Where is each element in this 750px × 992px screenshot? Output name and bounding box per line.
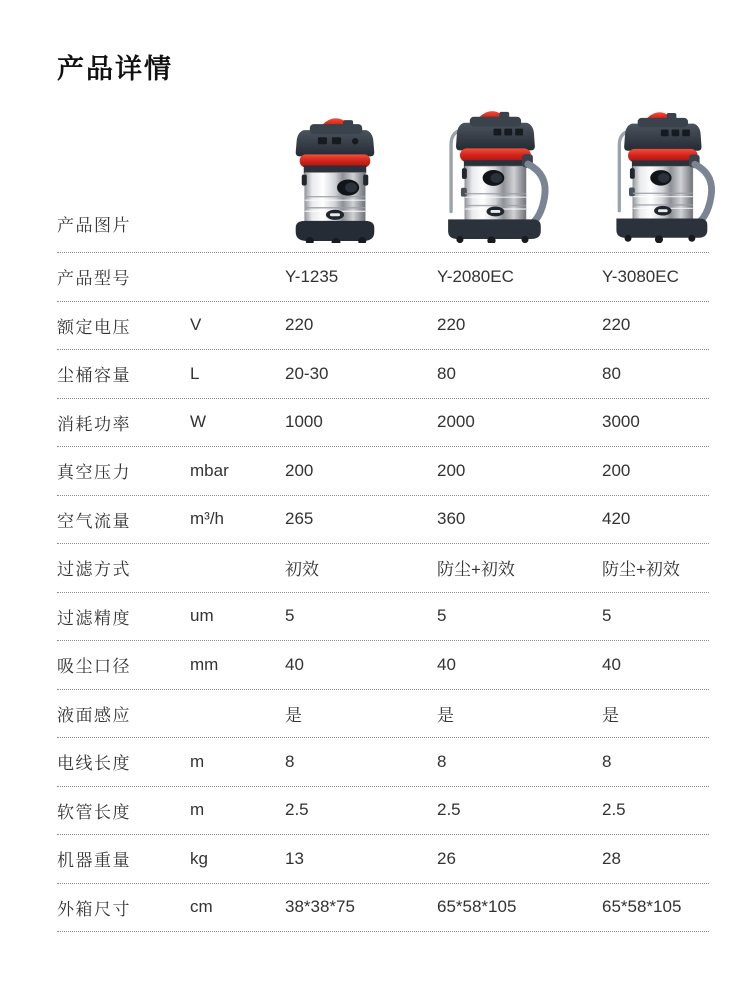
table-row-weight [57, 835, 709, 884]
spec-value: 8 [602, 751, 612, 771]
spec-value: 20-30 [285, 363, 329, 383]
spec-value: 5 [285, 606, 295, 626]
vacuum-y1235-image [279, 110, 391, 243]
spec-unit: kg [190, 848, 208, 868]
spec-label: 过滤方式 [57, 560, 131, 580]
spec-value: 40 [602, 654, 621, 674]
spec-value: 38*38*75 [285, 897, 355, 917]
spec-value: 265 [285, 509, 314, 529]
spec-label: 电线长度 [57, 754, 131, 774]
spec-unit: W [190, 412, 207, 432]
table-row-model [57, 253, 709, 302]
spec-value: Y-1235 [285, 266, 339, 286]
spec-value: 220 [602, 315, 631, 335]
vacuum-y3080ec-image [599, 103, 717, 243]
spec-value: 220 [437, 315, 466, 335]
product-image-cell-3 [602, 103, 717, 252]
table-row-box-size [57, 884, 709, 933]
table-row-hose-length [57, 787, 709, 836]
spec-value: 26 [437, 848, 456, 868]
spec-value: 3000 [602, 412, 640, 432]
spec-value: 200 [285, 460, 314, 480]
table-row-filter-precision [57, 593, 709, 642]
table-row-vacuum-pressure [57, 447, 709, 496]
spec-unit: m [190, 800, 205, 820]
spec-value: 8 [437, 751, 447, 771]
spec-value: 65*58*105 [602, 897, 682, 917]
spec-label: 过滤精度 [57, 608, 131, 628]
spec-value: 2000 [437, 412, 475, 432]
spec-value: 2.5 [437, 800, 461, 820]
spec-value: 200 [437, 460, 466, 480]
spec-label: 吸尘口径 [57, 657, 131, 677]
spec-unit: m [190, 751, 205, 771]
spec-value: 40 [437, 654, 456, 674]
vacuum-y2080ec-image [429, 103, 552, 243]
spec-unit: L [190, 363, 200, 383]
spec-value: 5 [602, 606, 612, 626]
table-row-liquid-sensor [57, 690, 709, 739]
spec-label: 产品图片 [57, 216, 131, 235]
spec-value: 40 [285, 654, 304, 674]
spec-value: 200 [602, 460, 631, 480]
spec-unit: V [190, 315, 202, 335]
spec-value: 防尘+初效 [437, 560, 515, 580]
product-image-cell-1 [285, 110, 437, 252]
table-row-power [57, 399, 709, 448]
spec-value: 2.5 [285, 800, 309, 820]
product-image-cell-2 [437, 103, 602, 252]
spec-label: 液面感应 [57, 705, 131, 725]
spec-value: 2.5 [602, 800, 626, 820]
spec-value: 420 [602, 509, 631, 529]
spec-label: 空气流量 [57, 511, 131, 531]
spec-unit: um [190, 606, 214, 626]
spec-value: 5 [437, 606, 447, 626]
spec-value: 28 [602, 848, 621, 868]
spec-value: 是 [602, 705, 619, 725]
table-row-cable-length [57, 738, 709, 787]
spec-value: 220 [285, 315, 314, 335]
spec-value: 是 [437, 705, 454, 725]
spec-value: 65*58*105 [437, 897, 517, 917]
spec-value: 80 [437, 363, 456, 383]
spec-value: 8 [285, 751, 295, 771]
spec-unit: cm [190, 897, 213, 917]
spec-value: 80 [602, 363, 621, 383]
spec-value: Y-3080EC [602, 266, 679, 286]
spec-value: Y-2080EC [437, 266, 514, 286]
spec-label: 外箱尺寸 [57, 899, 131, 919]
spec-label: 额定电压 [57, 317, 131, 337]
spec-unit: mm [190, 654, 219, 674]
table-row-product-images [57, 90, 709, 253]
spec-label: 产品型号 [57, 269, 131, 289]
spec-label: 真空压力 [57, 463, 131, 483]
table-row-voltage [57, 302, 709, 351]
spec-table [57, 90, 709, 932]
spec-unit: mbar [190, 460, 229, 480]
spec-label: 机器重量 [57, 851, 131, 871]
spec-label: 消耗功率 [57, 414, 131, 434]
spec-value: 是 [285, 705, 302, 725]
spec-value: 初效 [285, 560, 319, 580]
table-row-airflow [57, 496, 709, 545]
spec-value: 1000 [285, 412, 323, 432]
spec-label: 尘桶容量 [57, 366, 131, 386]
spec-value: 13 [285, 848, 304, 868]
table-row-capacity [57, 350, 709, 399]
spec-label: 软管长度 [57, 802, 131, 822]
table-row-filter-type [57, 544, 709, 593]
spec-unit: m³/h [190, 509, 224, 529]
spec-value: 防尘+初效 [602, 560, 680, 580]
page-title: 产品详情 [57, 54, 173, 84]
spec-value: 360 [437, 509, 466, 529]
table-row-inlet-diameter [57, 641, 709, 690]
